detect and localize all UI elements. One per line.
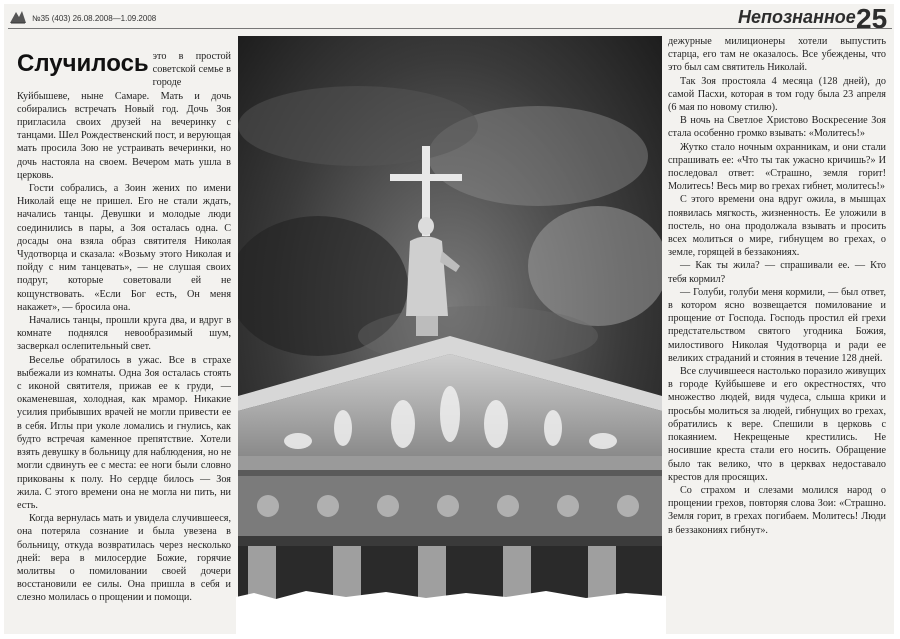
paragraph: Все случившееся настолько поразило живущих в городе Куйбышеве и его окрестностях, что множество людей, видя чудеса, слыша крики и просьбы молиться за людей, гибнущих во грехах, обратились к вере. Спешили в церковь с покаянием. Некрещеные крестились. Не носившие креста стали его носить. Обращение было так велико, что в церквах недоставало крестов для просящих. — [668, 366, 886, 483]
paragraph: Начались танцы, прошли круга два, и вдруг в комнате поднялся невообразимый шум, засверкал ослепительный свет. — [17, 315, 231, 353]
cathedral-photo — [238, 36, 662, 636]
issue-info: №35 (403) 26.08.2008—1.09.2008 — [32, 14, 157, 23]
paragraph: Со страхом и слезами молился народ о прощении грехов, повторяя слова Зои: «Страшно. Земля горит, в грехах погибаем. Молитесь! Люди в беззакониях гибнут». — [668, 484, 886, 536]
paragraph: Жутко стало ночным охранникам, и они стали спрашивать ее: «Что ты так ужасно кричишь?» И последовал ответ: «Страшно, земля горит! Молитесь! Весь мир во грехах гибнет, молитесь!» — [668, 141, 886, 193]
left-column — [17, 50, 231, 625]
paragraph: В ночь на Светлое Христово Воскресение Зоя стала особенно громко взывать: «Молитесь!» — [668, 115, 886, 140]
paragraph: Веселье обратилось в ужас. Все в страхе выбежали из комнаты. Одна Зоя осталась стоять с иконой святителя, прижав ее к груди, — окаменевшая, холодная, как мрамор. Никакие усилия прибывших врачей не могли привести ее в себя. Иглы при уколе ломались и гнулись, как будто встречая каменное препятствие. Хотели взять девушку в больницу для наблюдения, но не могли сдвинуть ее с места: ее ноги были словно прикованы к полу. Но сердце билось — Зоя жила. С этого времени она не могла ни пить, ни есть. — [17, 354, 231, 511]
newspaper-logo-icon — [8, 9, 28, 25]
paragraph: Когда вернулась мать и увидела случившееся, она потеряла сознание и была увезена в больницу, откуда возвратилась через несколько дней: вера в милосердие Божие, горячие молитвы о помиловании своей дочери восстановили ее силы. Она пришла в себя и слезно молилась о прощении и помощи. — [17, 513, 231, 604]
paragraph: — Как ты жила? — спрашивали ее. — Кто тебя кормил? — [668, 260, 886, 285]
paragraph: Так Зоя простояла 4 месяца (128 дней), до самой Пасхи, которая в том году была 23 апреля (6 мая по новому стилю). — [668, 75, 886, 114]
section-title: Непознанное — [738, 7, 856, 27]
right-column — [668, 35, 886, 630]
torn-paper-edge — [236, 585, 666, 639]
paragraph: — Голуби, голуби меня кормили, — был ответ, в котором ясно возвещается помилование и прощение от Господа. Господь простил ей грехи предстательством святого угодника Божия, милостивого Николая Чудотворца и ради ее великих страданий и стояния в течение 128 дней. — [668, 286, 886, 364]
header-divider — [8, 28, 892, 29]
page-number: 25 — [856, 3, 888, 34]
paragraph: С этого времени она вдруг ожила, в мышцах появилась мягкость, жизненность. Ее уложили в постель, но она продолжала взывать и просить всех молиться о мире, гибнущем во грехах, о земле, горящей в беззакониях. — [668, 194, 886, 259]
paragraph: это в простой советской семье в городе Куйбышеве, ныне Самаре. Мать и дочь собирались встречать Новый год. Дочь Зоя пригласила своих друзей на вечеринку с танцами. Шел Рождественский пост, и верующая мать просила Зою не устраивать вечеринки, но дочь настояла на своем. Вечером мать ушла в церковь. — [17, 51, 231, 181]
paragraph: Гости собрались, а Зоин жених по имени Николай еще не пришел. Его не стали ждать, начались танцы. Девушки и молодые люди соединились в пары, а Зоя осталась одна. С досады она взяла образ святителя Николая Чудотворца и сказала: «Возьму этого Николая и пойду с ним танцевать», — не слушая своих подруг, которые советовали ей не кощунствовать. «Если Бог есть, Он меня накажет», — бросила она. — [17, 183, 231, 313]
article-title: Случилось — [17, 50, 149, 77]
paragraph: дежурные милиционеры хотели выпустить старца, его там не оказалось. Все убеждены, что это был сам святитель Николай. — [668, 36, 886, 74]
